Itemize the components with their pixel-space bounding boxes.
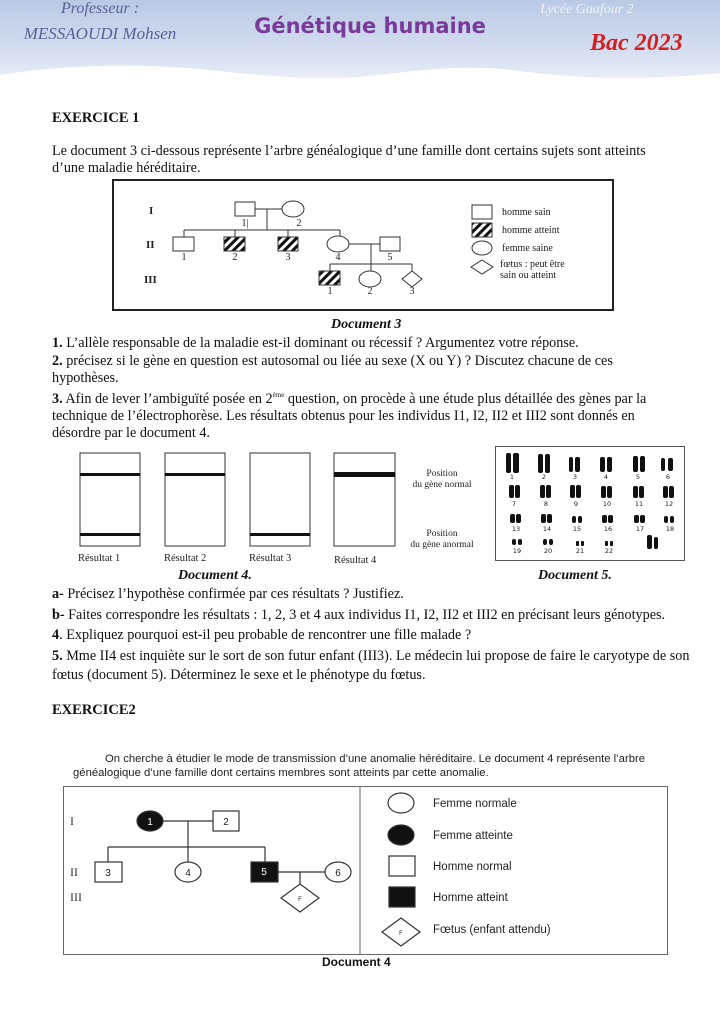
individual-label: 3	[105, 868, 111, 879]
individual-label: 2	[223, 817, 229, 828]
legend-label: Femme normale	[433, 798, 517, 810]
legend-label: homme atteint	[502, 225, 560, 236]
chromosome-number: 2	[541, 473, 547, 481]
question-number: 3.	[52, 391, 63, 407]
chromosome-number: 5	[635, 473, 641, 481]
individual-label: 1	[327, 286, 333, 297]
circle-empty-icon	[472, 241, 492, 255]
normal-gene-label: du gène normal	[412, 480, 472, 490]
generation-label: II	[146, 239, 155, 251]
school-name: Lycée Gaafour 2	[540, 2, 634, 17]
chromosome-number: 17	[635, 525, 645, 533]
chromosome-number: 12	[664, 500, 674, 508]
question-text: précisez si le gène en question est autosomal ou liée au sexe (X ou Y) ? Discutez chacune de ces hypothèses.	[52, 353, 613, 386]
chromosome-number: 18	[665, 525, 675, 533]
normal-gene-label: Position	[426, 469, 458, 479]
svg-text:F: F	[399, 931, 403, 937]
circle-empty-icon	[388, 793, 414, 813]
generation-label: III	[144, 274, 157, 286]
legend-label: Homme normal	[433, 861, 512, 873]
individual-label: 1	[181, 252, 187, 263]
chromosome-number: 14	[542, 525, 552, 533]
exercise1-heading: EXERCICE 1	[52, 110, 140, 126]
legend-label: Fœtus (enfant attendu)	[433, 924, 551, 936]
professor-label: Professeur :	[60, 0, 140, 17]
question-number: b-	[52, 607, 65, 623]
exercise2-document4-caption: Document 4	[322, 955, 391, 969]
question-number: 1.	[52, 335, 63, 351]
individual-label: 1	[147, 817, 153, 828]
generation-label: I	[149, 205, 154, 217]
karyotype-image	[496, 447, 684, 560]
chromosome-number: 13	[511, 525, 521, 533]
square-empty-icon	[472, 205, 492, 219]
exercise2-heading: EXERCICE2	[52, 702, 136, 718]
individual-label: 5	[261, 867, 267, 878]
square-filled-icon	[389, 887, 415, 907]
chromosome-number: 7	[511, 500, 517, 508]
chromosome-number: 19	[512, 547, 522, 555]
document5-karyotype	[495, 446, 685, 561]
question-text: Faites correspondre les résultats : 1, 2, 3 et 4 aux individus I1, I2, II2 et III2 en précisant leurs génotypes.	[64, 607, 666, 623]
individual-label: 4	[185, 868, 191, 879]
individual-label: 2	[367, 286, 373, 297]
individual-label: 4	[335, 252, 341, 263]
document4-electrophoresis	[60, 445, 490, 567]
generation-label: II	[70, 865, 78, 879]
chromosome-number: 22	[604, 547, 614, 555]
exam-label: Bac 2023	[590, 30, 683, 56]
chromosome-number: 15	[572, 525, 582, 533]
question-text: question, on procède à une étude plus détaillée des gènes par la technique de l’électrophorèse. Les résultats obtenus pour les individus I1, I2, II2 et III2 sont donnés en désordre par le document 4.	[52, 391, 647, 441]
chromosome-number: 9	[573, 500, 579, 508]
pedigree-diagram	[114, 181, 612, 309]
question-text: Mme II4 est inquiète sur le sort de son futur enfant (III3). Le médecin lui propose de faire le caryotype de son fœtus (document 5). Déterminez le sexe et le phénotype du fœtus.	[52, 648, 690, 683]
question-number: a-	[52, 586, 64, 602]
chromosome-number: 11	[634, 500, 644, 508]
question-a	[52, 586, 692, 603]
individual-label: 2	[296, 218, 302, 229]
chromosome-number: 6	[665, 473, 671, 481]
question-3	[52, 387, 677, 442]
question-number: 4	[52, 627, 60, 643]
individual-label: 5	[387, 252, 393, 263]
question-1	[52, 335, 692, 352]
circle-filled-icon	[388, 825, 414, 845]
question-text: Précisez l’hypothèse confirmée par ces résultats ? Justifiez.	[63, 586, 404, 602]
document3-pedigree	[112, 179, 614, 311]
question-text: L’allèle responsable de la maladie est-il dominant ou récessif ? Argumentez votre réponse.	[62, 335, 579, 351]
legend-label: homme sain	[502, 207, 551, 218]
individual-label: F	[298, 897, 302, 903]
individual-label: 2	[232, 252, 238, 263]
chromosome-number: 8	[543, 500, 549, 508]
question-text: Afin de lever l’ambiguïté posée en 2	[62, 391, 273, 407]
document5-caption: Document 5.	[538, 568, 612, 583]
legend-label: Homme atteint	[433, 892, 508, 904]
legend-label: femme saine	[502, 243, 553, 254]
pedigree-diagram-2	[64, 787, 667, 954]
generation-label: III	[70, 890, 82, 904]
result-label: Résultat 4	[334, 555, 377, 566]
result-label: Résultat 3	[249, 553, 292, 564]
generation-label: I	[70, 814, 74, 828]
chromosome-number: 16	[603, 525, 613, 533]
abnormal-gene-label: du gène anormal	[410, 540, 474, 550]
exercise2-document4	[63, 786, 668, 955]
legend-label: Femme atteinte	[433, 830, 513, 842]
document4-caption: Document 4.	[178, 568, 252, 583]
legend-label: fœtus : peut être	[500, 259, 565, 270]
chromosome-number: 4	[603, 473, 609, 481]
individual-label: 3	[285, 252, 291, 263]
individual-label: 3	[409, 286, 415, 297]
professor-name: MESSAOUDI Mohsen	[23, 24, 177, 43]
question-number: 2.	[52, 353, 63, 369]
chromosome-number: 1	[509, 473, 515, 481]
exercise2-intro: On cherche à étudier le mode de transmission d’une anomalie héréditaire. Le document 4 représente l’arbre généalogique d’une famille dont certains membres sont atteints par cette anomalie.	[73, 753, 646, 779]
chromosome-number: 10	[602, 500, 612, 508]
question-number: 5.	[52, 648, 63, 664]
individual-label: 1|	[241, 218, 249, 229]
exercise1-intro: Le document 3 ci-dessous représente l’arbre généalogique d’une famille dont certains sujets sont atteints d’une maladie héréditaire.	[52, 143, 646, 176]
chromosome-number: 21	[575, 547, 585, 555]
square-hatched-icon	[472, 223, 492, 237]
result-label: Résultat 2	[164, 553, 207, 564]
result-label: Résultat 1	[78, 553, 121, 564]
question-2	[52, 353, 672, 387]
superscript: ème	[272, 391, 285, 399]
question-5	[52, 647, 692, 685]
abnormal-gene-label: Position	[426, 529, 458, 539]
legend-label: sain ou atteint	[500, 270, 557, 281]
square-empty-icon	[389, 856, 415, 876]
document3-caption: Document 3	[331, 317, 402, 332]
question-4	[52, 627, 692, 644]
diamond-icon	[471, 260, 493, 274]
page-header	[0, 0, 720, 95]
question-b	[52, 607, 702, 624]
chromosome-number: 20	[543, 547, 553, 555]
header-wave-decoration	[0, 55, 720, 95]
individual-label: 6	[335, 868, 341, 879]
question-text: . Expliquez pourquoi est-il peu probable de rencontrer une fille malade ?	[59, 627, 472, 643]
chromosome-number: 3	[572, 473, 578, 481]
page-title: Génétique humaine	[254, 14, 486, 38]
